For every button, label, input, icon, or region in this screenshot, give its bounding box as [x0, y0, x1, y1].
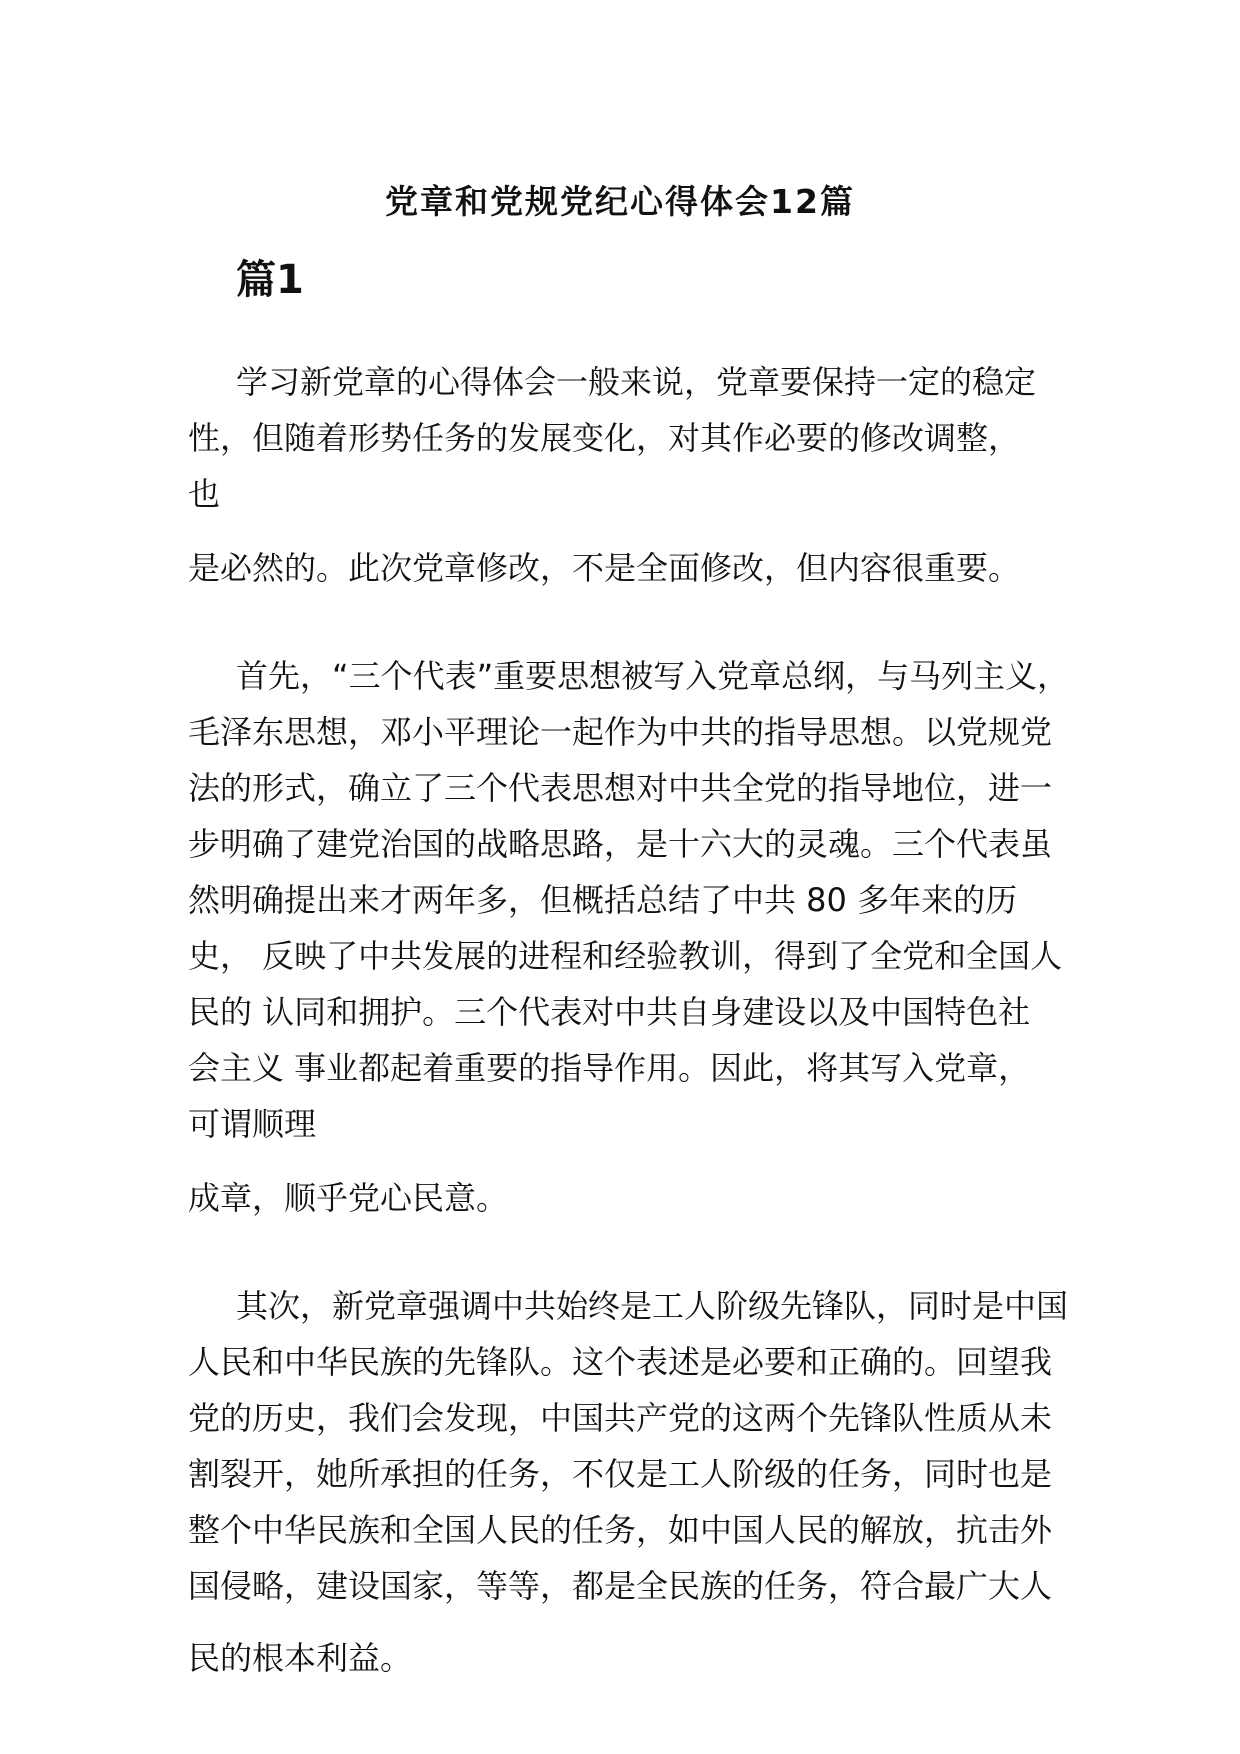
text-line: 其次，新党章强调中共始终是工人阶级先锋队，同时是中国: [236, 1287, 1069, 1325]
text-line: 首先，“三个代表”重要思想被写入党章总纲，与马列主义，: [236, 657, 1070, 695]
text-line: 成章，顺乎党心民意。: [188, 1179, 509, 1217]
text-line: 步明确了建党治国的战略思路，是十六大的灵魂。三个代表虽: [188, 825, 1053, 863]
section-heading: 篇1: [236, 257, 304, 303]
text-line: 可谓顺理: [188, 1105, 317, 1143]
text-line: 是必然的。此次党章修改，不是全面修改，但内容很重要。: [188, 549, 1021, 587]
text-line: 性，但随着形势任务的发展变化，对其作必要的修改调整，: [188, 419, 1021, 457]
text-line: 然明确提出来才两年多，但概括总结了中共 80 多年来的历: [188, 881, 1018, 919]
text-line: 整个中华民族和全国人民的任务，如中国人民的解放，抗击外: [188, 1511, 1053, 1549]
text-line: 党的历史，我们会发现，中国共产党的这两个先锋队性质从未: [188, 1399, 1053, 1437]
text-line: 也: [188, 475, 221, 513]
text-line: 民的 认同和拥护。三个代表对中共自身建设以及中国特色社: [188, 993, 1031, 1031]
text-line: 国侵略，建设国家，等等，都是全民族的任务，符合最广大人: [188, 1567, 1053, 1605]
text-line: 割裂开，她所承担的任务，不仅是工人阶级的任务，同时也是: [188, 1455, 1053, 1493]
text-line: 民的根本利益。: [188, 1639, 413, 1677]
text-line: 学习新党章的心得体会一般来说，党章要保持一定的稳定: [236, 363, 1037, 401]
text-line: 毛泽东思想，邓小平理论一起作为中共的指导思想。以党规党: [188, 713, 1053, 751]
text-line: 人民和中华民族的先锋队。这个表述是必要和正确的。回望我: [188, 1343, 1053, 1381]
text-line: 会主义 事业都起着重要的指导作用。因此，将其写入党章，: [188, 1049, 1031, 1087]
text-line: 史， 反映了中共发展的进程和经验教训，得到了全党和全国人: [188, 937, 1063, 975]
text-line: 法的形式，确立了三个代表思想对中共全党的指导地位，进一: [188, 769, 1053, 807]
document-title: 党章和党规党纪心得体会12篇: [385, 182, 855, 221]
